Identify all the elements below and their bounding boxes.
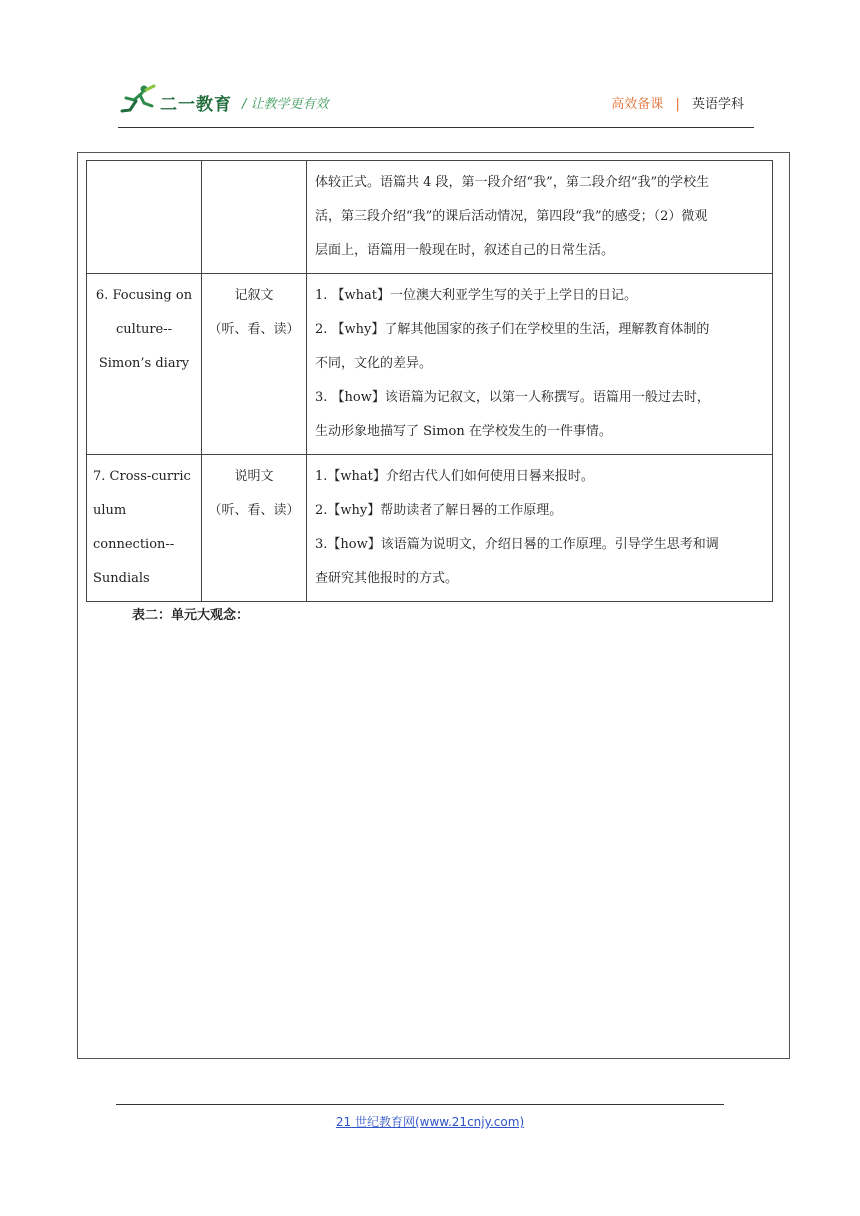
header-subject [611, 93, 744, 112]
header-tag-prep: 高效备课 [611, 97, 664, 112]
cell-genre [202, 455, 307, 602]
table2-caption: 表二：单元大观念： [132, 608, 250, 623]
header-separator: | [675, 97, 680, 112]
cell-line: Sundials [93, 571, 150, 586]
cell-analysis [307, 455, 773, 602]
cell-line: 6. Focusing on [95, 288, 193, 303]
logo [118, 80, 348, 120]
footer-link[interactable]: 21 世纪教育网(www.21cnjy.com) [335, 1115, 525, 1129]
page-header [118, 80, 754, 130]
table-row [87, 274, 773, 455]
cell-line: 活，第三段介绍“我”的课后活动情况，第四段“我”的感受；（2）微观 [315, 209, 708, 224]
cell-line: 1.【what】介绍古代人们如何使用日晷来报时。 [315, 469, 594, 484]
cell-genre [202, 161, 307, 274]
slogan: / 让教学更有效 [242, 97, 329, 112]
cell-line: Simon’s diary [98, 356, 190, 371]
cell-line: 层面上，语篇用一般现在时，叙述自己的日常生活。 [315, 243, 615, 258]
footer-divider [116, 1104, 724, 1105]
table-row [87, 161, 773, 274]
cell-line: 7. Cross-curric [93, 469, 191, 484]
cell-line: 2. 【why】了解其他国家的孩子们在学校里的生活，理解教育体制的 [315, 322, 710, 337]
cell-line: 3. 【how】该语篇为记叙文，以第一人称撰写。语篇用一般过去时， [315, 390, 710, 405]
logo-text: 二一教育 [160, 95, 232, 115]
cell-line: （听、看、读） [208, 503, 300, 518]
cell-line: 2.【why】帮助读者了解日晷的工作原理。 [315, 503, 563, 518]
cell-line: 体较正式。语篇共 4 段，第一段介绍“我”，第二段介绍“我”的学校生 [315, 175, 710, 190]
cell-line: 3.【how】该语篇为说明文，介绍日晷的工作原理。引导学生思考和调 [315, 537, 719, 552]
unit-text-table [86, 160, 773, 602]
cell-line: connection-- [93, 537, 175, 552]
cell-line: （听、看、读） [208, 322, 300, 337]
cell-genre [202, 274, 307, 455]
header-divider [118, 127, 754, 128]
cell-line: 不同，文化的差异。 [315, 356, 433, 371]
cell-line: 记叙文 [234, 288, 274, 303]
table-row [87, 455, 773, 602]
cell-analysis [307, 274, 773, 455]
cell-line: 1. 【what】一位澳大利亚学生写的关于上学日的日记。 [315, 288, 638, 303]
cell-section [87, 274, 202, 455]
cell-line: 生动形象地描写了 Simon 在学校发生的一件事情。 [315, 424, 612, 439]
cell-section [87, 455, 202, 602]
header-tag-subject: 英语学科 [691, 97, 744, 112]
cell-analysis [307, 161, 773, 274]
runner-logo-icon [118, 84, 158, 114]
cell-line: culture-- [115, 322, 173, 337]
cell-section [87, 161, 202, 274]
cell-line: 查研究其他报时的方式。 [315, 571, 459, 586]
cell-line: 说明文 [234, 469, 274, 484]
cell-line: ulum [93, 503, 127, 518]
